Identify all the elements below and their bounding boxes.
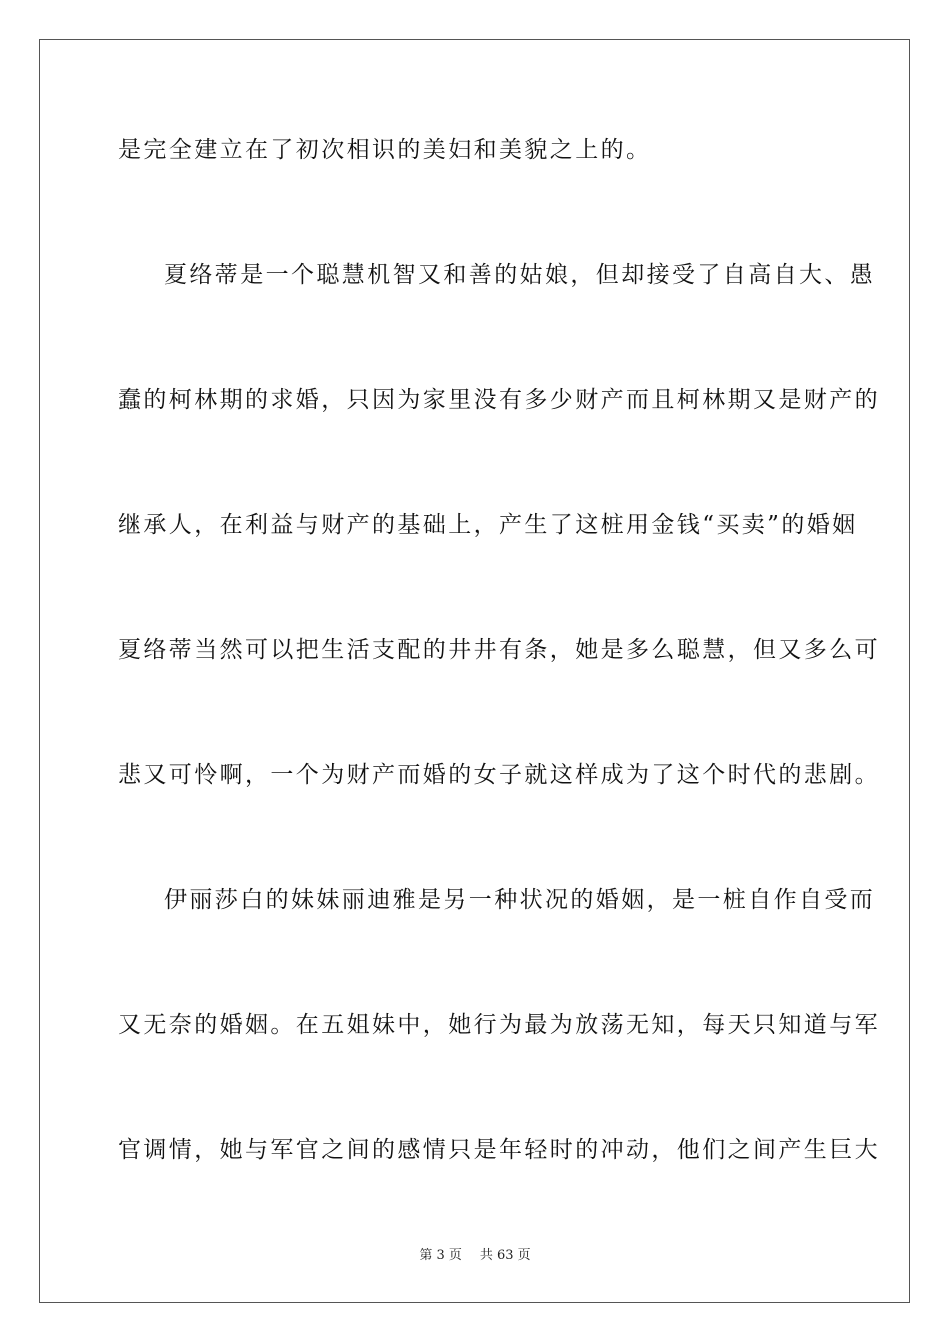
- text-line: 官调情，她与军官之间的感情只是年轻时的冲动，他们之间产生巨大: [118, 1137, 880, 1163]
- paragraph-start-line: 伊丽莎白的妹妹丽迪雅是另一种状况的婚姻，是一桩自作自受而: [164, 887, 876, 913]
- page-total: 共 63 页: [479, 1248, 531, 1263]
- text-line: 又无奈的婚姻。在五姐妹中，她行为最为放荡无知，每天只知道与军: [118, 1012, 880, 1038]
- page-border: [39, 39, 910, 1303]
- page-number: 第 3 页: [419, 1248, 462, 1263]
- text-line: 悲又可怜啊，一个为财产而婚的女子就这样成为了这个时代的悲剧。: [118, 762, 880, 788]
- text-line: 继承人，在利益与财产的基础上，产生了这桩用金钱“买卖”的婚姻: [118, 512, 858, 538]
- paragraph-start-line: 夏络蒂是一个聪慧机智又和善的姑娘，但却接受了自高自大、愚: [164, 262, 876, 288]
- page-footer: [0, 1247, 950, 1265]
- text-line: 夏络蒂当然可以把生活支配的井井有条，她是多么聪慧，但又多么可: [118, 637, 880, 663]
- text-line: 蠢的柯林期的求婚，只因为家里没有多少财产而且柯林期又是财产的: [118, 387, 880, 413]
- text-line: 是完全建立在了初次相识的美妇和美貌之上的。: [118, 137, 652, 163]
